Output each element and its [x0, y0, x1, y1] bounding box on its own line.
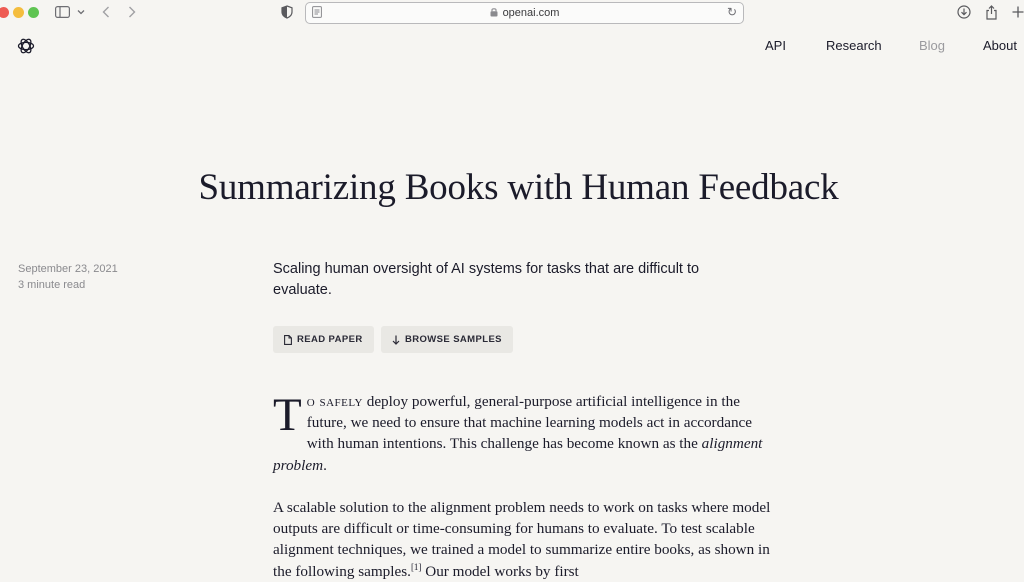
reader-mode-icon[interactable]: [312, 6, 322, 21]
browser-toolbar: [0, 0, 1024, 26]
paragraph-2-text: A scalable solution to the alignment problem needs to work on tasks where model outputs are difficult or time-consuming for humans to evaluate. To test scalable alignment techniques, we trained a model to summarize entire books, as shown in the following samples.: [273, 499, 771, 580]
drop-cap: T: [273, 389, 302, 441]
address-bar[interactable]: [305, 2, 744, 24]
forward-arrow-icon[interactable]: [128, 3, 136, 21]
read-time: 3 minute read: [18, 279, 86, 291]
new-tab-icon[interactable]: [1012, 3, 1024, 21]
read-paper-label: READ PAPER: [297, 334, 363, 345]
nav-api[interactable]: API: [765, 38, 786, 53]
url-text: openai.com: [502, 7, 560, 19]
chevron-down-icon[interactable]: [77, 3, 85, 21]
lock-icon: [490, 7, 498, 20]
document-icon: [284, 335, 292, 345]
reload-icon[interactable]: ↻: [726, 5, 737, 19]
minimize-window-button[interactable]: [13, 7, 24, 18]
read-paper-button[interactable]: [273, 326, 374, 353]
article-paragraph-1: [273, 391, 773, 476]
paragraph-2-after: Our model works by first: [421, 562, 579, 580]
openai-logo-icon[interactable]: [16, 36, 36, 56]
lead-in-smallcaps: o safely: [306, 393, 363, 410]
article-paragraph-2: [273, 497, 773, 582]
nav-about[interactable]: About: [983, 38, 1017, 53]
privacy-shield-icon[interactable]: [281, 3, 293, 21]
close-window-button[interactable]: [0, 7, 9, 18]
arrow-down-icon: [392, 335, 400, 345]
article-lede: Scaling human oversight of AI systems for tasks that are difficult to evaluate.: [273, 261, 700, 298]
footnote-ref-1[interactable]: [1]: [410, 561, 422, 572]
zoom-window-button[interactable]: [28, 7, 39, 18]
browse-samples-button[interactable]: [381, 326, 513, 353]
alignment-problem-term: alignment problem: [273, 435, 763, 474]
paragraph-1-text: deploy powerful, general-purpose artificial intelligence in the future, we need to ensure that machine learning models act in accordance with human intentions. This challenge has become known as the: [306, 393, 753, 453]
nav-blog[interactable]: Blog: [919, 38, 946, 53]
back-arrow-icon[interactable]: [102, 3, 110, 21]
browse-samples-label: BROWSE SAMPLES: [405, 334, 502, 345]
nav-research[interactable]: Research: [826, 38, 882, 53]
page-title: Summarizing Books with Human Feedback: [198, 167, 839, 208]
share-icon[interactable]: [985, 3, 998, 21]
downloads-icon[interactable]: [957, 3, 971, 21]
paragraph-1-end: .: [323, 456, 327, 474]
sidebar-toggle-icon[interactable]: [55, 3, 70, 21]
publish-date: September 23, 2021: [18, 263, 118, 275]
